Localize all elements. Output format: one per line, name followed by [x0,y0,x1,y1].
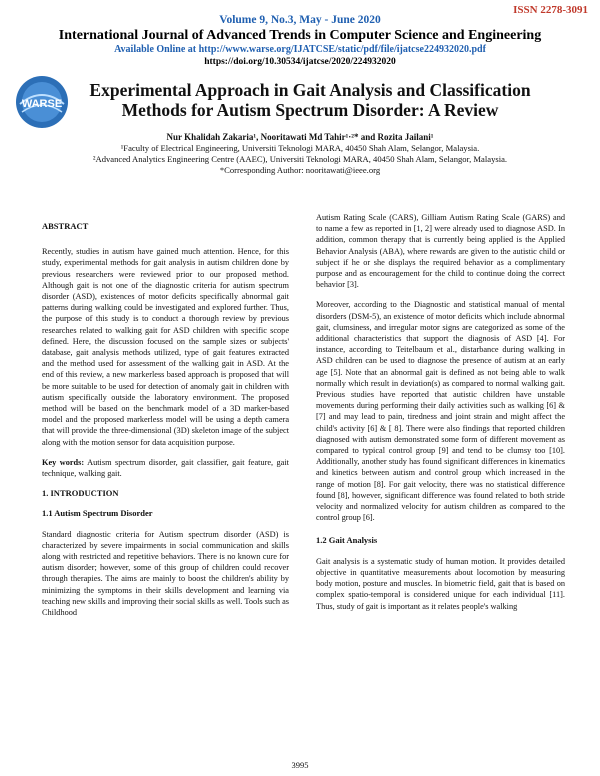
keywords-text: Autism spectrum disorder, gait classifier, gait feature, gait technique, walking gait. [42,457,289,479]
right-paragraph-2: Moreover, according to the Diagnostic and statistical manual of mental disorders (DSM-5), an existence of motor deficits which include abnormal gait, clumsiness, and irregular motor signs are categorized as some of the additional characteristics that support the diagnosis of ASD [4]. For instance, according to Teitelbaum et al., distarbance during walking in ASD children can be used to diagnose the presence of autism at an early age [5]. Note that an abnormal gait is defined as not being able to walk normally which result in deviation(s) as compared to normal walking gait. Previous studies have reported that autistic children have unstable movements during performing their daily activities such as walking [6] & [7] and may lead to pain, tiredness and joint strain and might affect the child's activity [6] & [ 8]. There were also findings that reported children diagnosed with autism demonstrated some form of different movement as compared to typical control group [9] and tend to be clumsy too [10]. Additionally, another study has found significant differences in kinematics and kinetics between autism and control group which increased in the range of motion [8]. For gait velocity, there was no statistical difference found [8], however, significant difference was found related to both stride velocity and normalized velocity for autism children as compared to the control group [6]. [316,300,565,523]
intro-paragraph: Standard diagnostic criteria for Autism spectrum disorder (ASD) is characterized by severe impairments in social communication and skills along with restricted and repetitive behaviors. There is no known cure for autism disorder; however, some of this group of children could recover through therapies. The aims are mainly to boost the children's ability by minimizing the symptoms in their skills development and learning via teaching new skills and improving their social skills as well. Tools such as Childhood [42,529,289,618]
keywords [42,457,289,479]
page-number: 3995 [291,760,309,770]
keywords-label: Key words: [42,457,85,467]
right-column [316,212,565,621]
right-paragraph-1: Autism Rating Scale (CARS), Gilliam Autism Rating Scale (GARS) and to name a few as reported in [1, 2] were already used to diagnose ASD. In addition, common therapy that is currently being applied is the Applied Behavior Analysis (ABA), where rewards are given to the autistic child or subject if he or she displays the required behavior as a complimentary purpose and as encouragement for the child to continue doing the correct behavior [3]. [316,213,565,290]
affiliation-2: ²Advanced Analytics Engineering Centre (AAEC), Universiti Teknologi MARA, 40450 Shah Alam, Selangor, Malaysia. [92,154,508,164]
affiliation-1: ¹Faculty of Electrical Engineering, Universiti Teknologi MARA, 40450 Shah Alam, Selangor, Malaysia. [120,143,480,153]
issn-label: ISSN 2278-3091 [513,4,588,16]
right-paragraph-3: Gait analysis is a systematic study of human motion. It provides detailed objective in quantitative measurements about locomotion by measuring body motion, posture and muscles. In biometric field, gait that is based on complex spatio-temporal is considered unique for each individual [11]. Thus, study of gait is important as it relates people's walking [316,556,565,611]
left-column [42,221,289,627]
online-link[interactable]: Available Online at http://www.warse.org/IJATCSE/static/pdf/file/ijatcse224932020.pdf [114,44,486,55]
section-asd: 1.1 Autism Spectrum Disorder [42,508,153,519]
volume-line: Volume 9, No.3, May - June 2020 [219,14,381,26]
paper-title: Experimental Approach in Gait Analysis and Classification Methods for Autism Spectrum Disorder: A Review [89,80,531,120]
abstract-heading: ABSTRACT [42,221,89,231]
doi-link[interactable]: https://doi.org/10.30534/ijatcse/2020/224932020 [204,57,396,67]
section-introduction: 1. INTRODUCTION [42,488,119,499]
author-names: Nur Khalidah Zakaria¹, Nooritawati Md Tahir¹·²* and Rozita Jailani¹ [166,132,434,142]
abstract-text: Recently, studies in autism have gained much attention. Hence, for this study, experimental methods for gait analysis in autism children done by previous researchers were reviewed prior to our proposed method. Although gait is not one of the diagnostic criteria for autism spectrum disorder (ASD), existences of motor deficits specifically abnormal gait patterns during walking could be investigated and explored further. Thus, the purpose of this study is to conduct a thorough review by previous researches related to walking gait for ASD children with specific scope defined. Here, the discussion focused on the sample sizes or subjects' database, gait analysis methods utilized, type of gait features extracted and the method used for assessment of the walking gait in ASD. At the end of this review, a new markerless based approach is proposed that will be more suitable to be used for detection of anomaly gait in children with autism specifically outside the laboratory environment. The proposed method will be based on the benchmark model of a 3D marker-based model and the proposed markerless model will be using a depth camera that will provide the three-dimensional (3D) skeleton image of the subject along with the motion sensor for data acquisition purpose. [42,247,289,447]
journal-title: International Journal of Advanced Trends in Computer Science and Engineering [58,28,542,43]
corresponding-author: *Corresponding Author: nooritawati@ieee.org [219,165,381,175]
logo-text: WARSE [21,98,63,110]
author-block [0,132,600,176]
journal-header [0,14,600,68]
section-gait-analysis: 1.2 Gait Analysis [316,535,378,546]
